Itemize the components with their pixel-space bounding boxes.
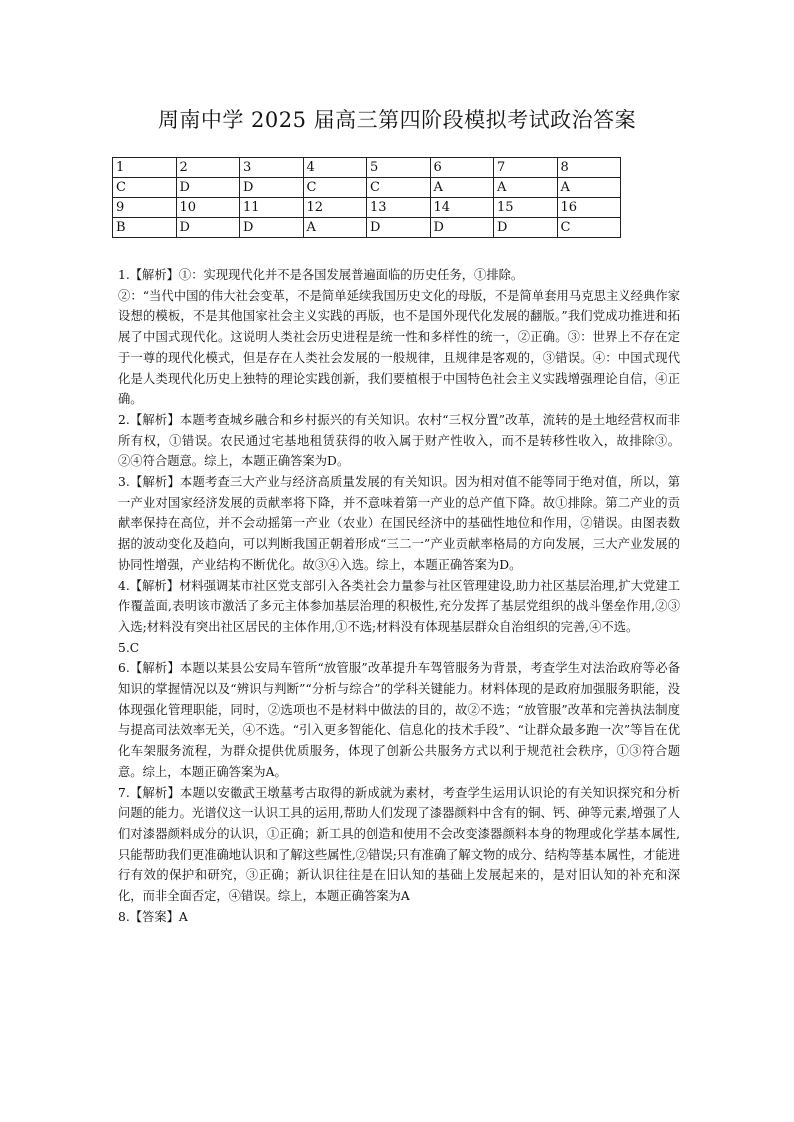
explanation-paragraph: 6.【解析】本题以某县公安局车管所“放管服”改革提升车驾管服务为背景，考查学生对法治政府等必备知识的掌握情况以及“辨识与判断”“分析与综合”的学科关键能力。材料体现的是政府加强服务职能，没体现强化管理职能，同时，②选项也不是材料中做法的目的，故②不选；“放管服”改革和完善执法制度与提高司法效率无关，④不选。“引入更多智能化、信息化的技术手段”、“让群众最多跑一次”等旨在优化车架服务流程，为群众提供优质服务，体现了创新公共服务方式以利于规范社会秩序，①③符合题意。综上，本题正确答案为A。 [118,661,680,779]
answer-cell: D [240,218,304,238]
answer-cell: D [240,178,304,198]
answer-cell: D [494,218,558,238]
answer-cell: D [176,178,240,198]
question-number-cell: 4 [303,158,367,178]
question-number-cell: 14 [430,198,494,218]
explanation-paragraph: 8.【答案】A [118,909,188,924]
explanation-paragraph: 3.【解析】本题考查三大产业与经济高质量发展的有关知识。因为相对值不能等同于绝对值，所以，第一产业对国家经济发展的贡献率将下降，并不意味着第一产业的总产值下降。故①排除。第二产业的贡献率保持在高位，并不会动摇第一产业（农业）在国民经济中的基础性地位和作用，②错误。由图表数据的波动变化及趋向，可以判断我国正朝着形成“三二一”产业贡献率格局的方向发展，三大产业发展的协同性增强，产业结构不断优化。故③④入选。综上，本题正确答案为D。 [118,475,680,572]
question-number-cell: 15 [494,198,558,218]
answer-cell: D [430,218,494,238]
answer-row [113,178,621,198]
answer-cell: C [113,178,177,198]
explanation-paragraph: 4.【解析】材料强调某市社区党支部引入各类社会力量参与社区管理建设,助力社区基层治理,扩大党建工作覆盖面,表明该市激活了多元主体参加基层治理的积极性,充分发挥了基层党组织的战斗堡垒作用,②③入选;材料没有突出社区居民的主体作用,①不选;材料没有体现基层群众自治组织的完善,④不选。 [118,578,680,634]
explanation-paragraph: ②：“当代中国的伟大社会变革，不是简单延续我国历史文化的母版，不是简单套用马克思主义经典作家设想的模板，不是其他国家社会主义实践的再版，也不是国外现代化发展的翻版。”我们党成功推进和拓展了中国式现代化。这说明人类社会历史进程是统一性和多样性的统一，②正确。③：世界上不存在定于一尊的现代化模式，但是存在人类社会发展的一般规律，且规律是客观的，③错误。④：中国式现代化是人类现代化历史上独特的理论实践创新，我们要植根于中国特色社会主义实践增强理论自信，④正确。 [118,288,680,407]
question-number-cell: 8 [557,158,621,178]
question-number-row [113,198,621,218]
question-number-cell: 1 [113,158,177,178]
question-number-cell: 9 [113,198,177,218]
answer-cell: A [494,178,558,198]
answer-cell: C [303,178,367,198]
page-title: 周南中学 2025 届高三第四阶段模拟考试政治答案 [157,108,637,132]
question-number-cell: 10 [176,198,240,218]
question-number-cell: 5 [367,158,431,178]
answer-cell: A [557,178,621,198]
answer-key-table [112,157,621,238]
answer-cell: C [557,218,621,238]
answer-cell: D [176,218,240,238]
explanations-section [118,265,680,928]
question-number-row [113,158,621,178]
explanation-paragraph: 2.【解析】本题考查城乡融合和乡村振兴的有关知识。农村“三权分置”改革，流转的是土地经营权而非所有权，①错误。农民通过宅基地租赁获得的收入属于财产性收入，而不是转移性收入，故排除③。②④符合题意。综上，本题正确答案为D。 [118,412,680,469]
question-number-cell: 16 [557,198,621,218]
answer-row [113,218,621,238]
question-number-cell: 11 [240,198,304,218]
answer-cell: B [113,218,177,238]
explanation-paragraph: 5.C [118,640,140,655]
question-number-cell: 12 [303,198,367,218]
explanation-paragraph: 7.【解析】本题以安徽武王墩墓考古取得的新成就为素材，考查学生运用认识论的有关知识探究和分析问题的能力。光谱仪这一认识工具的运用,帮助人们发现了漆器颜料中含有的铜、钙、砷等元素,增强了人们对漆器颜料成分的认识，①正确；新工具的创造和使用不会改变漆器颜料本身的物理或化学基本属性,只能帮助我们更准确地认识和了解这些属性,②错误;只有准确了解文物的成分、结构等基本属性，才能进行有效的保护和研究，③正确；新认识往往是在旧认知的基础上发展起来的，是对旧认知的补充和深化，而非全面否定，④错误。综上，本题正确答案为A [118,785,680,904]
question-number-cell: 6 [430,158,494,178]
answer-cell: D [367,218,431,238]
explanation-paragraph: 1.【解析】①：实现现代化并不是各国发展普遍面临的历史任务，①排除。 [118,268,524,282]
question-number-cell: 13 [367,198,431,218]
answer-cell: A [303,218,367,238]
question-number-cell: 2 [176,158,240,178]
question-number-cell: 7 [494,158,558,178]
question-number-cell: 3 [240,158,304,178]
answer-cell: A [430,178,494,198]
answer-cell: C [367,178,431,198]
